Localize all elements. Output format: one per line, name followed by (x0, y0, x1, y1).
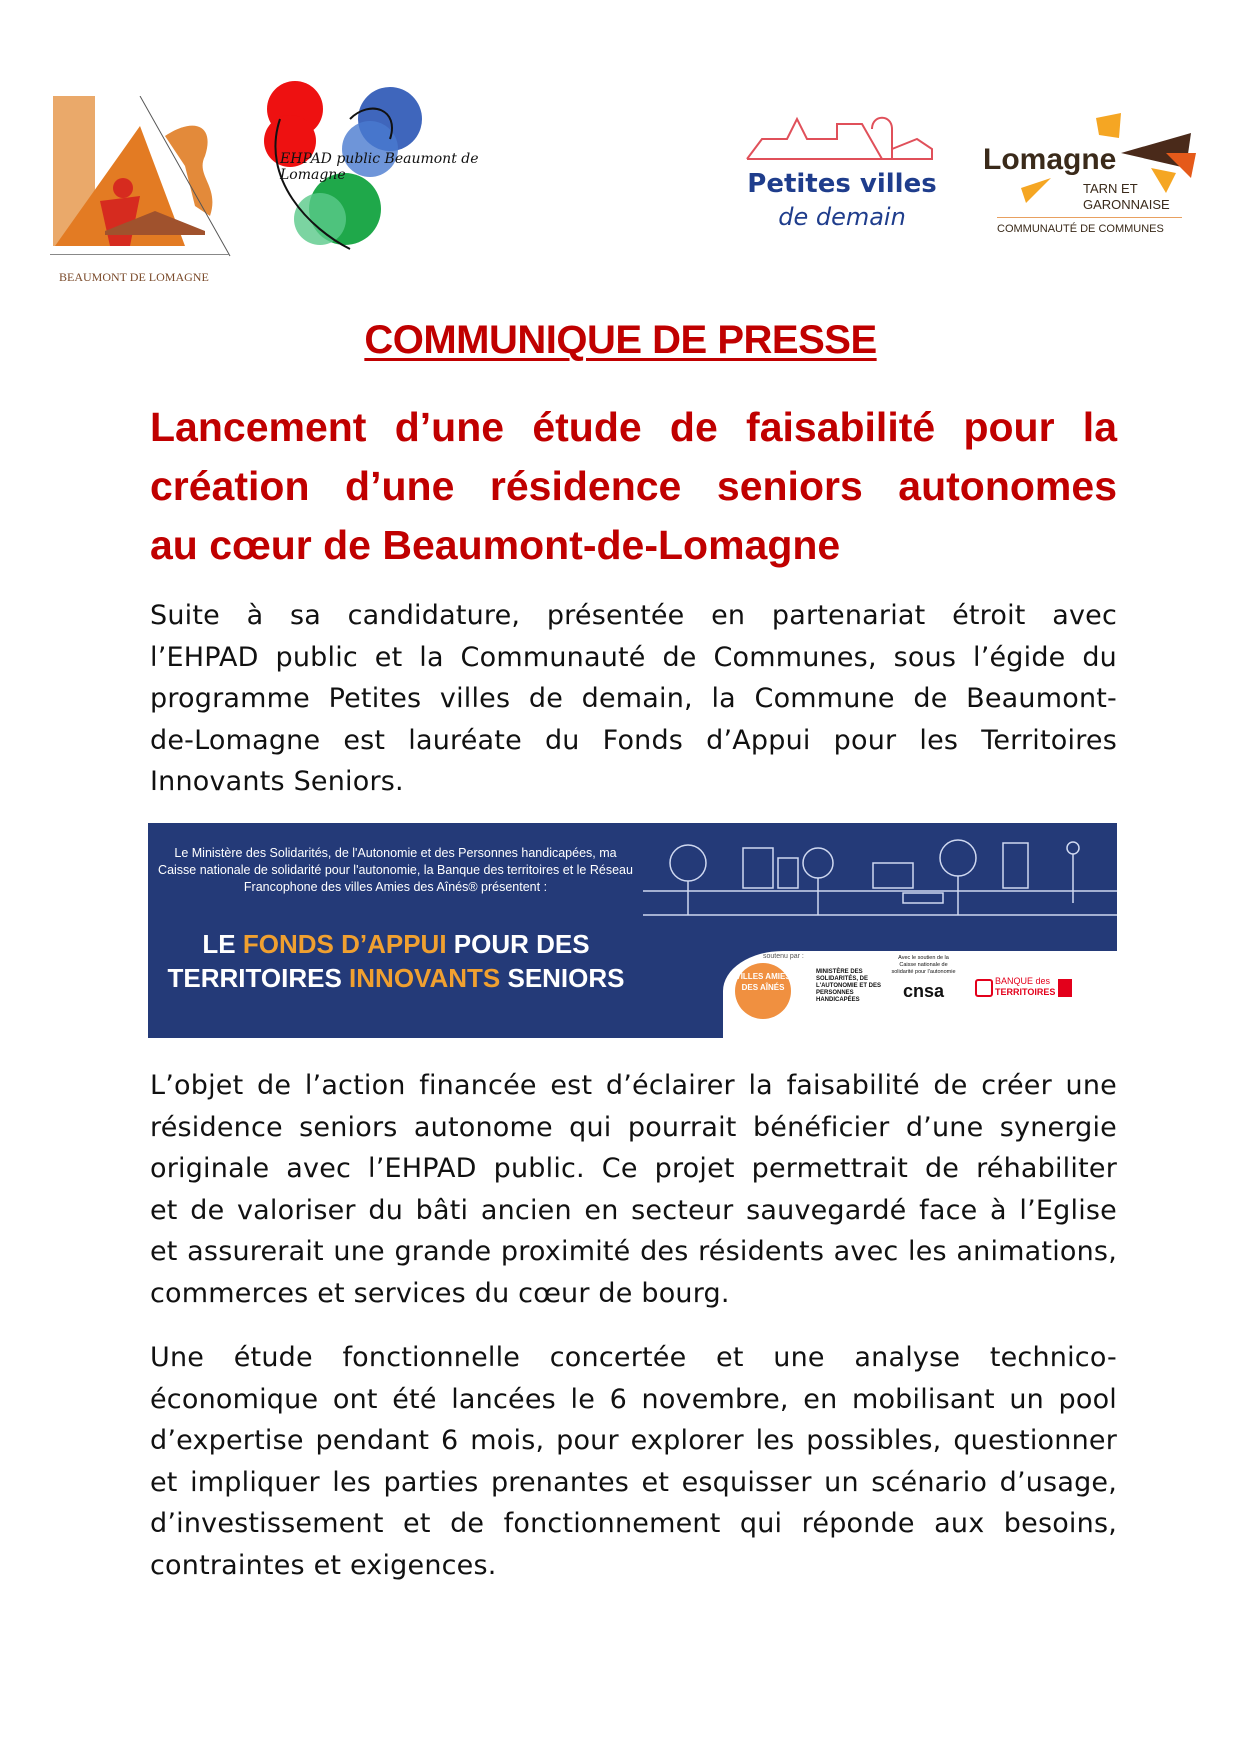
title-part: TERRITOIRES (167, 963, 350, 993)
title-part: POUR DES (446, 929, 590, 959)
text-line: commerces et services du cœur de bourg. (150, 1277, 730, 1309)
text-line: et assurerait une grande proximité des résidents avec les animations, (150, 1236, 1117, 1267)
beaumont-logo: BEAUMONT DE LOMAGNE (45, 96, 245, 288)
text-line: de-Lomagne est lauréate du Fonds d’Appui pour les Territoires (150, 724, 1117, 756)
text-line: Suite à sa candidature, présentée en partenariat étroit avec (150, 600, 1117, 631)
text-line: Une étude fonctionnelle concertée et une analyse technico- (150, 1342, 1117, 1373)
title-part: SENIORS (500, 963, 625, 993)
text-line: L’objet de l’action financée est d’éclairer la faisabilité de créer une (150, 1070, 1117, 1101)
paragraph-1 (150, 595, 1117, 803)
text-line: l’EHPAD public et la Communauté de Communes, sous l’égide du (150, 641, 1117, 673)
city-illustration (643, 833, 1117, 943)
text-line: et de valoriser du bâti ancien en secteur sauvegardé face à l’Eglise (150, 1194, 1117, 1226)
headline-line: Lancement d’une étude de faisabilité pour la (150, 404, 1117, 450)
petites-villes-logo: Petites villes de demain (742, 109, 942, 235)
text-line: d’expertise pendant 6 mois, pour explorer les possibles, questionner (150, 1425, 1117, 1456)
press-release-title (0, 318, 1241, 363)
text-line: contraintes et exigences. (150, 1549, 497, 1581)
text-line: Innovants Seniors. (150, 766, 404, 797)
text-line: d’investissement et de fonctionnement qui réponde aux besoins, (150, 1508, 1117, 1539)
paragraph-2 (150, 1065, 1117, 1314)
lomagne-logo: Lomagne TARN ET GARONNAISE COMMUNAUTÉ DE COMMUNES (981, 113, 1198, 239)
banque-icon (975, 979, 993, 997)
ministere-logo: MINISTÈRE DES SOLIDARITÉS, DE L'AUTONOMIE ET DES PERSONNES HANDICAPÉES (816, 969, 881, 1003)
title-highlight: FONDS D’APPUI (242, 929, 447, 959)
text-line: économique ont été lancées le 6 novembre, en mobilisant un pool (150, 1383, 1117, 1415)
fonds-appui-banner (148, 823, 1117, 1038)
headline-line: création d’une résidence seniors autonomes (150, 463, 1117, 509)
text-line: originale avec l’EHPAD public. Ce projet permettrait de réhabiliter (150, 1153, 1117, 1184)
ehpad-logo: EHPAD public Beaumont de Lomagne (250, 79, 485, 254)
partner-logos: soutenu par : VILLES AMIES DES AÎNÉS MINISTÈRE DES SOLIDARITÉS, DE L'AUTONOMIE ET DES PERSONNES HANDICAPÉES Avec le soutien de la Caisse nationale de solidarité pour l'autonomie cnsa BANQUE des TERRITOIRES (723, 951, 1117, 1038)
cnsa-logo: cnsa (903, 981, 945, 1001)
divider (997, 217, 1182, 218)
title-part: LE (202, 929, 243, 959)
text-line: et impliquer les parties prenantes et esquisser un scénario d’usage, (150, 1466, 1117, 1498)
text-line: résidence seniors autonome qui pourrait bénéficier d’une synergie (150, 1111, 1117, 1143)
headline-line: au cœur de Beaumont-de-Lomagne (150, 522, 841, 568)
headline (150, 398, 1117, 575)
banner-intro: Le Ministère des Solidarités, de l'Autonomie et des Personnes handicapées, ma Caisse nationale de solidarité pour l'autonomie, la Banque des territoires et le Réseau Francophone des villes Amies des Aînés® présentent : (158, 846, 633, 894)
banner-title (156, 927, 636, 995)
title-highlight: INNOVANTS (349, 963, 501, 993)
text-line: programme Petites villes de demain, la Commune de Beaumont- (150, 683, 1117, 714)
caisse-depots-icon (1058, 979, 1072, 997)
title-text: COMMUNIQUE DE PRESSE (364, 318, 877, 362)
paragraph-3 (150, 1337, 1117, 1586)
villes-amies-logo: VILLES AMIES DES AÎNÉS (735, 963, 791, 1019)
